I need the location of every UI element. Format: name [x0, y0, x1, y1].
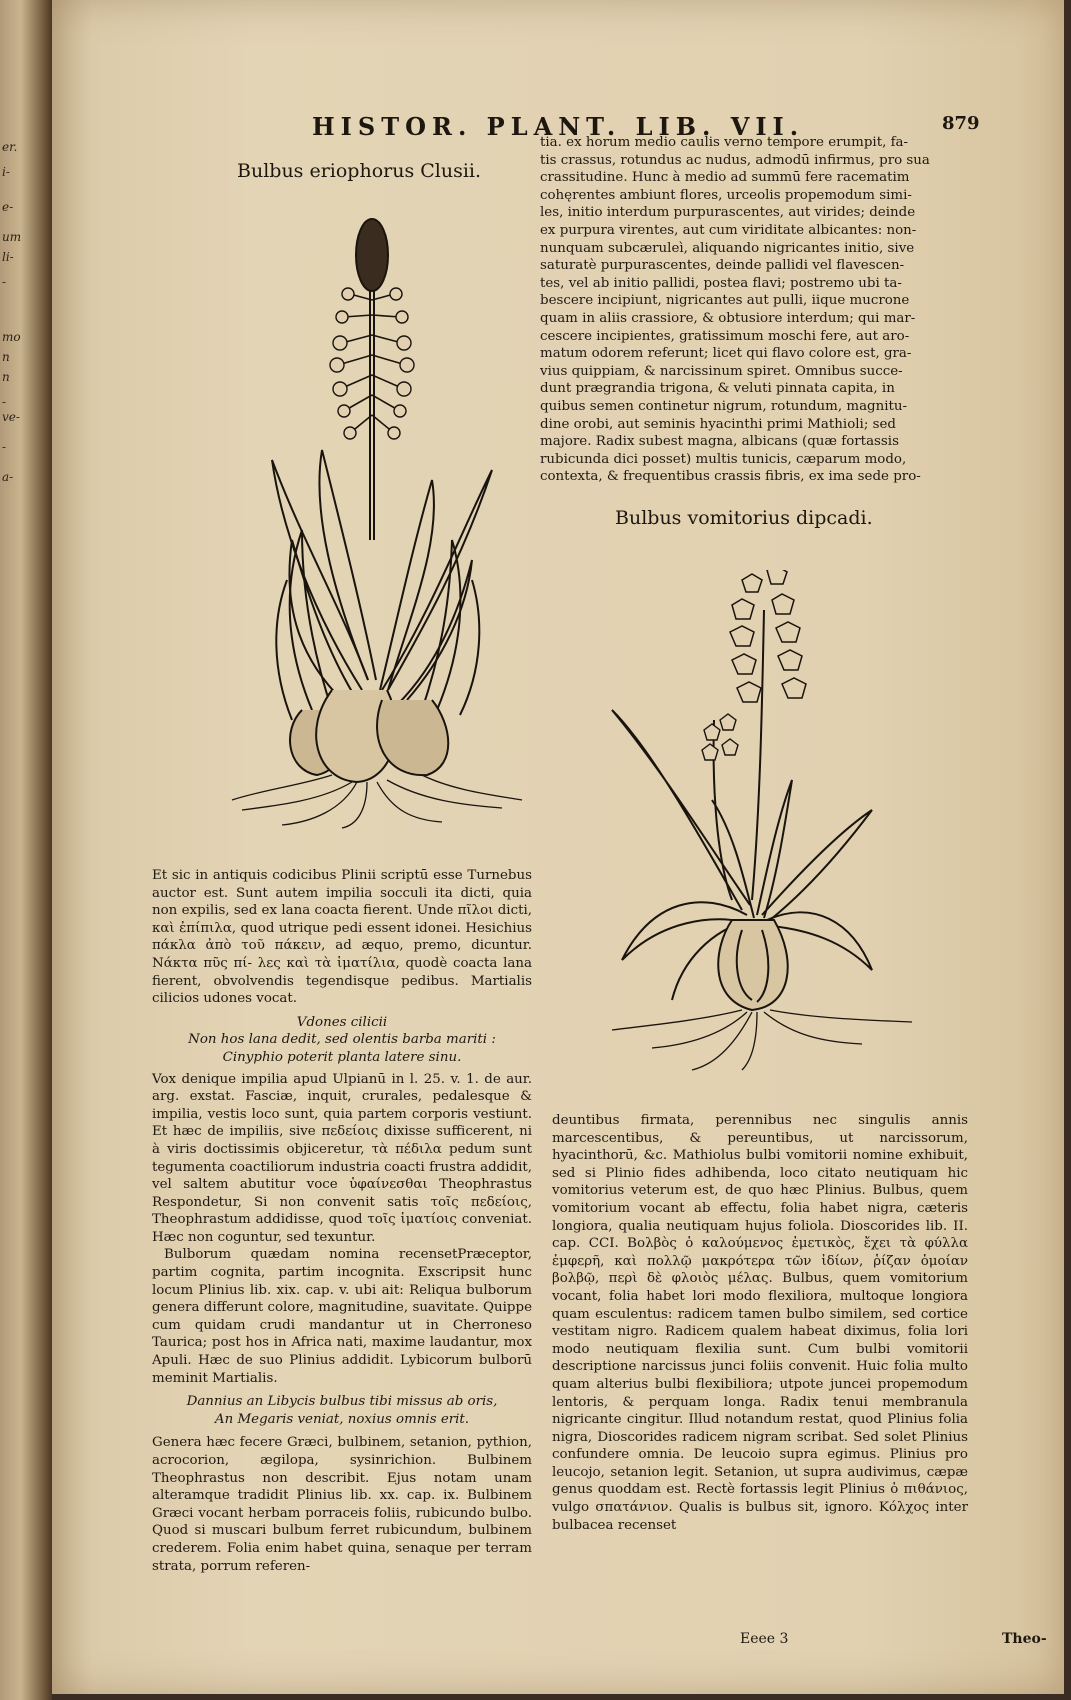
right-top-line: dunt prægrandia trigona, & veluti pinnata capita, in [540, 381, 895, 397]
right-top-line: cohęrentes ambiunt flores, urceolis propemodum simi- [540, 187, 912, 203]
left-paragraph-4: Genera hæc fecere Græci, bulbinem, setanion, pythion, acrocorion, ægilopa, sysinrichion. Bulbinem Theophrastus non describit. Ejus notam unam alteramque tradidit Plinius lib. xx. cap. ix. Bulbinem Græci vocant herbam porraceis foliis, rubicundo bulbo. Quod si muscari bulbum ferret rubicundum, bulbinem crederem. Folia enim habet quina, senaque per terram strata, porrum referen- [152, 1435, 532, 1574]
right-bottom-paragraph: deuntibus firmata, perennibus nec singulis annis marcescentibus, & pereuntibus, ut narcissorum, hyacinthorū, &c. Mathiolus bulbi vomitorii nomine exhibuit, sed si Plinio fides adhibenda, loco citato neutiquam hic vomitorius veterum est, de quo hæc Plinius. Bulbus, quem vomitorium vocant ab effectu, folia habet nigra, cæteris longiora, qualia neutiquam hujus foliola. Dioscorides lib. II. cap. CCI. Βολβὸς ὁ καλούμενος ἐμετικὸς, ἔχει τὰ φύλλα ἐμφερῆ, καὶ πολλῷ μακρότερα τῶν ἰδίων, ῥίζαν ὁμοίαν βολβῷ, περὶ δὲ φλοιὸς μέλας. Bulbus, quem vomitorium vocant, folia habet lori modo flexiliora, multoque longiora quam esculentus: radicem tamen bulbo similem, sed cortice vestitam nigro. Radicem qualem habeat diximus, folia lori modo neutiquam flexilia sunt. Cum bulbi vomitorii descriptione narcissus junci foliis convenit. Huic folia multo quam alterius bulbi flexibiliora; utpote juncei propemodum lentoris, & perquam longa. Radix tenui membranula nigricante cingitur. Illud notandum restat, quod Plinius folia nigra, Dioscorides radicem nigram scribat. Sed solet Plinius confundere omnia. De leucoio supra egimus. Plinius pro leucojo, setanion legit. Setanion, ut supra audivimus, cæpæ genus quoddam est. Rectè fortassis legit Plinius ὁ πιθάνιος, vulgo σπατάνιον. Qualis is bulbus sit, ignoro. Κόλχος inter bulbacea recenset [552, 1113, 968, 1533]
verse-2-line-1: Dannius an Libycis bulbus tibi missus ab oris, [186, 1394, 498, 1410]
margin-fragment: er. [2, 140, 18, 154]
page-number: 879 [942, 113, 980, 134]
right-column-bottom-text [552, 1112, 968, 1534]
right-top-line: bescere incipiunt, nigricantes aut pulli, iique mucrone [540, 293, 910, 309]
right-top-line: saturatè purpurascentes, deinde pallidi vel flavescen- [540, 258, 905, 274]
running-title: HISTOR. PLANT. LIB. VII. [312, 112, 805, 141]
margin-fragment: e- [2, 200, 14, 214]
verse-1-line-1: Non hos lana dedit, sed olentis barba mariti : [188, 1032, 496, 1048]
margin-fragment: n [2, 370, 10, 384]
margin-fragment: - [2, 440, 7, 454]
woodcut-bulbus-vomitorius [592, 570, 932, 1090]
right-top-line: cescere incipientes, gratissimum moschi fere, aut aro- [540, 328, 910, 344]
right-top-line: ex purpura virentes, aut cum viriditate albicantes: non- [540, 222, 917, 238]
margin-fragment: mo [2, 330, 21, 344]
verse-1-line-2: Cinyphio poterit planta latere sinu. [222, 1049, 462, 1065]
signature-mark: Eeee 3 [740, 1631, 789, 1647]
margin-fragment: i- [2, 165, 10, 179]
right-top-line: tia. ex horum medio caulis verno tempore erumpit, fa- [540, 135, 909, 150]
right-top-line: quam in aliis crassiore, & obtusiore interdum; qui mar- [540, 310, 916, 326]
margin-fragment: n [2, 350, 10, 364]
right-top-line: quibus semen continetur nigrum, rotundum, magnitu- [540, 398, 908, 414]
previous-page-edge [0, 0, 52, 1700]
right-top-line: crassitudine. Hunc à medio ad summū fere racematim [540, 170, 910, 186]
left-paragraph-1: Et sic in antiquis codicibus Plinii scriptū esse Turnebus auctor est. Sunt autem impilia socculi ita dicti, quia non expilis, sed ex lana coacta fierent. Unde πῖλοι dicti, καὶ ἐπίπιλα, quod utrique pedi essent idonei. Hesichius πάκλα ἀπὸ τοῦ πάκειν, ad æquo, premo, dicuntur. Νάκτα πῦς πί- λες καὶ τὰ ἱματίλια, quodè coacta lana fierent, obvolvendis tegendisque pedibus. Martialis cilicios udones vocat. [152, 868, 532, 1007]
right-top-line: nunquam subcæruleì, aliquando nigricantes initio, sive [540, 240, 915, 256]
right-top-line: rubicunda dici posset) multis tunicis, cæparum modo, [540, 451, 907, 467]
right-top-line: dine orobi, aut seminis hyacinthi primi Mathioli; sed [540, 416, 896, 432]
book-page [52, 0, 1064, 1694]
right-top-line: les, initio interdum purpurascentes, aut virides; deinde [540, 205, 916, 221]
margin-fragment: li- [2, 250, 14, 264]
caption-left: Bulbus eriophorus Clusii. [237, 160, 482, 182]
right-column-top-text [540, 134, 968, 486]
left-paragraph-3: Bulborum quædam nomina recensetPræceptor, partim cognita, partim incognita. Exscripsit hunc locum Plinius lib. xix. cap. v. ubi ait: Reliqua bulborum genera differunt colore, magnitudine, suavitate. Quippe cum quidam crudi mandantur ut in Cherroneso Taurica; post hos in Africa nati, maxime laudantur, mox Apuli. Hæc de suo Plinius addidit. Lybicorum bulborū meminit Martialis. [152, 1247, 532, 1386]
margin-fragment: - [2, 395, 7, 409]
catchword: Theo- [1002, 1631, 1047, 1647]
right-top-line: tes, vel ab initio pallidi, postea flavi; postremo ubi ta- [540, 275, 902, 291]
verse-1-title: Vdones cilicii [296, 1014, 388, 1030]
left-column-text [152, 867, 532, 1575]
left-paragraph-2: Vox denique impilia apud Ulpianū in l. 25. v. 1. de aur. arg. exstat. Fasciæ, inquit, crurales, pedalesque & impilia, vestis loco sunt, quia partem corporis vestiunt. Et hæc de impiliis, sive πεδείοις dixisse sufficerent, ni à viris doctissimis objiceretur, τὰ πέδιλα pedum sunt tegumenta coactiliorum industria coacti frustra addidit, vel saltem abutitur voce ὑφαίνεσθαι Theophrastus Respondetur, Si non convenit satis τοῖς πεδείοις, Theophrastum addidisse, quod τοῖς ἱματίοις conveniat. Hæc non coguntur, sed texuntur. [152, 1071, 532, 1245]
margin-fragment: ve- [2, 410, 20, 424]
right-top-line: contexta, & frequentibus crassis fibris, ex ima sede pro- [540, 469, 921, 485]
right-top-line: majore. Radix subest magna, albicans (quæ fortassis [540, 434, 899, 450]
right-top-line: vius quippiam, & narcissinum spiret. Omnibus succe- [540, 363, 903, 379]
bleed-through-left [162, 140, 166, 158]
caption-right: Bulbus vomitorius dipcadi. [615, 507, 873, 529]
margin-fragment: - [2, 275, 7, 289]
woodcut-bulbus-eriophorus [192, 210, 552, 830]
margin-fragment: a- [2, 470, 14, 484]
verse-2-line-2: An Megaris veniat, noxius omnis erit. [214, 1411, 470, 1427]
margin-fragment: um [2, 230, 22, 244]
right-top-line: tis crassus, rotundus ac nudus, admodū infirmus, pro sua [540, 152, 930, 168]
right-top-line: matum odorem referunt; licet qui flavo colore est, gra- [540, 346, 912, 362]
